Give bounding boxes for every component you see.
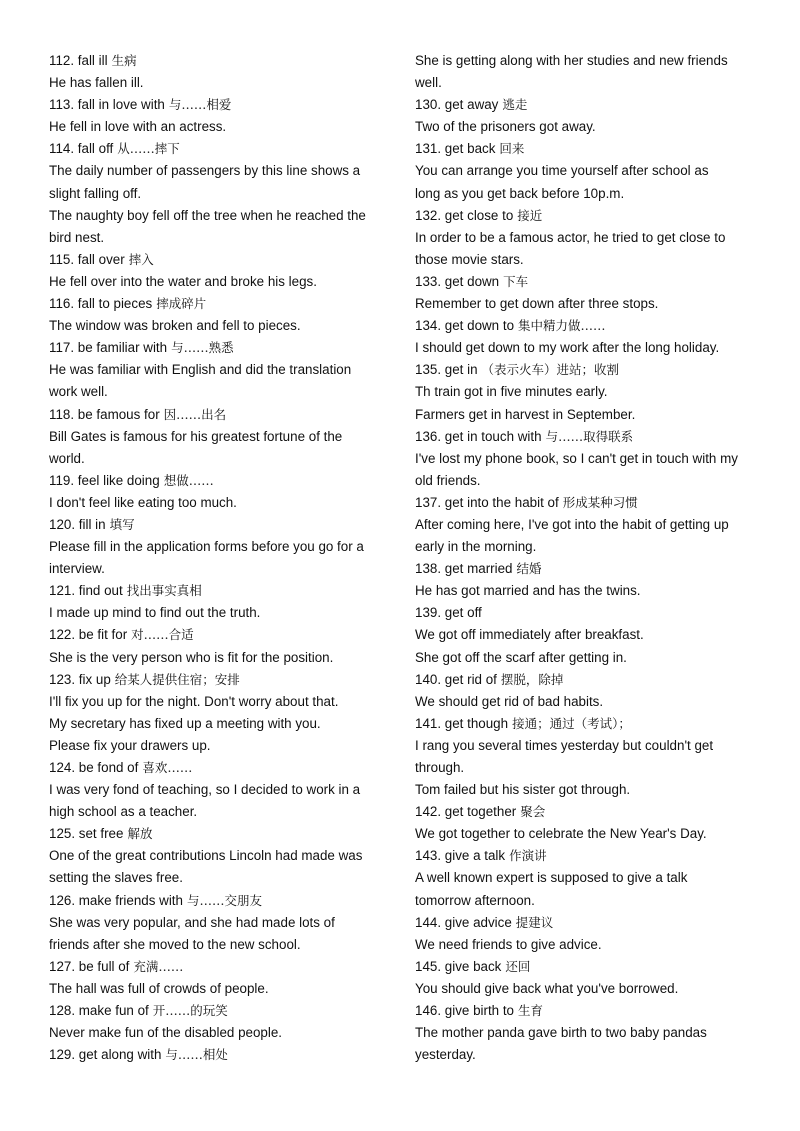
example-sentence: tomorrow afternoon. bbox=[415, 892, 535, 908]
example-sentence: We need friends to give advice. bbox=[415, 936, 602, 952]
phrase-heading bbox=[49, 94, 394, 116]
phrase-heading bbox=[49, 337, 394, 359]
example-sentence: I don't feel like eating too much. bbox=[49, 494, 237, 510]
phrase-meaning: 摆脱，除掉 bbox=[500, 671, 564, 687]
phrase-heading bbox=[49, 514, 394, 536]
phrase-heading bbox=[415, 713, 765, 735]
phrase-meaning: 回来 bbox=[499, 141, 525, 157]
example-sentence: She is the very person who is fit for the position. bbox=[49, 649, 334, 665]
phrase-term: 124. be fond of bbox=[49, 760, 139, 775]
phrase-term: 112. fall ill bbox=[49, 53, 108, 68]
phrase-heading bbox=[415, 558, 765, 580]
phrase-meaning: 与……取得联系 bbox=[545, 428, 634, 444]
example-sentence: interview. bbox=[49, 561, 105, 577]
example-sentence: high school as a teacher. bbox=[49, 804, 198, 820]
phrase-meaning: 提建议 bbox=[515, 914, 554, 930]
example-sentence: Please fill in the application forms before you go for a bbox=[49, 539, 364, 555]
phrase-meaning: 因……出名 bbox=[163, 406, 227, 422]
phrase-meaning: 形成某种习惯 bbox=[562, 494, 638, 510]
phrase-meaning: 与……相爱 bbox=[168, 97, 232, 113]
example-sentence: The window was broken and fell to pieces. bbox=[49, 318, 301, 334]
phrase-heading bbox=[49, 470, 394, 492]
phrase-meaning: 逃走 bbox=[502, 97, 528, 113]
phrase-meaning: 与……相处 bbox=[165, 1047, 228, 1063]
example-sentence: He fell in love with an actress. bbox=[49, 119, 227, 135]
example-sentence: We should get rid of bad habits. bbox=[415, 693, 604, 709]
phrase-heading bbox=[415, 138, 765, 160]
example-sentence: The naughty boy fell off the tree when he reached the bbox=[49, 207, 366, 223]
phrase-meaning: 想做…… bbox=[163, 472, 214, 488]
phrase-meaning: 摔成碎片 bbox=[156, 296, 207, 312]
phrase-heading bbox=[49, 757, 394, 779]
example-sentence: You can arrange you time yourself after school as bbox=[415, 163, 709, 179]
example-sentence: bird nest. bbox=[49, 229, 105, 245]
example-sentence: world. bbox=[49, 450, 85, 466]
example-sentence: He was familiar with English and did the translation bbox=[49, 362, 352, 378]
example-sentence: She is getting along with her studies and new friends bbox=[415, 53, 728, 68]
example-sentence: I've lost my phone book, so I can't get in touch with my bbox=[415, 450, 738, 466]
example-sentence: friends after she moved to the new school. bbox=[49, 936, 301, 952]
phrase-heading bbox=[49, 1000, 394, 1022]
example-sentence: Never make fun of the disabled people. bbox=[49, 1025, 282, 1041]
example-sentence: She was very popular, and she had made lots of bbox=[49, 914, 335, 930]
phrase-term: 114. fall off bbox=[49, 141, 114, 157]
example-sentence: Two of the prisoners got away. bbox=[415, 119, 596, 135]
phrase-term: 133. get down bbox=[415, 273, 500, 289]
phrase-heading bbox=[415, 315, 765, 337]
example-sentence: Th train got in five minutes early. bbox=[415, 384, 608, 400]
phrase-heading bbox=[49, 669, 394, 691]
phrase-meaning: 接通；通过（考试）； bbox=[512, 715, 631, 731]
phrase-meaning: 给某人提供住宿；安排 bbox=[114, 671, 240, 687]
phrase-meaning: 集中精力做…… bbox=[518, 318, 606, 334]
phrase-heading bbox=[49, 624, 394, 646]
phrase-term: 115. fall over bbox=[49, 251, 125, 267]
phrase-heading bbox=[49, 956, 394, 978]
phrase-meaning: 从……摔下 bbox=[117, 141, 180, 157]
phrase-heading bbox=[415, 912, 765, 934]
phrase-meaning: 作演讲 bbox=[509, 848, 547, 864]
example-sentence: yesterday. bbox=[415, 1047, 476, 1063]
phrase-heading bbox=[415, 271, 765, 293]
phrase-meaning: 喜欢…… bbox=[142, 760, 193, 775]
phrase-term: 129. get along with bbox=[49, 1047, 162, 1063]
phrase-heading bbox=[49, 890, 394, 912]
example-sentence: I should get down to my work after the long holiday. bbox=[415, 340, 720, 356]
phrase-term: 125. set free bbox=[49, 826, 124, 842]
example-sentence: I was very fond of teaching, so I decided to work in a bbox=[49, 782, 361, 798]
phrase-heading bbox=[49, 50, 394, 72]
phrase-heading bbox=[49, 404, 394, 426]
phrase-meaning: 对……合适 bbox=[131, 627, 194, 643]
example-sentence: In order to be a famous actor, he tried to get close to bbox=[415, 229, 726, 245]
phrase-term: 146. give birth to bbox=[415, 1003, 515, 1019]
example-sentence: We got off immediately after breakfast. bbox=[415, 627, 644, 643]
example-sentence: One of the great contributions Lincoln had made was bbox=[49, 848, 363, 864]
example-sentence: A well known expert is supposed to give a talk bbox=[415, 870, 688, 886]
example-sentence: work well. bbox=[49, 384, 108, 400]
example-sentence: We got together to celebrate the New Year's Day. bbox=[415, 826, 707, 842]
phrase-term: 118. be famous for bbox=[49, 406, 160, 422]
phrase-term: 113. fall in love with bbox=[49, 97, 165, 113]
left-column bbox=[49, 50, 394, 1066]
phrase-term: 117. be familiar with bbox=[49, 340, 168, 356]
phrase-meaning: 生育 bbox=[518, 1003, 544, 1019]
phrase-meaning: 还回 bbox=[505, 958, 531, 974]
phrase-meaning: 与……交朋友 bbox=[186, 892, 262, 908]
example-sentence: You should give back what you've borrowed. bbox=[415, 980, 679, 996]
phrase-term: 126. make friends with bbox=[49, 892, 183, 908]
example-sentence: The hall was full of crowds of people. bbox=[49, 980, 269, 996]
example-sentence: My secretary has fixed up a meeting with you. bbox=[49, 715, 321, 731]
phrase-term: 142. get together bbox=[415, 804, 517, 820]
phrase-term: 121. find out bbox=[49, 583, 123, 599]
phrase-term: 137. get into the habit of bbox=[415, 494, 559, 510]
phrase-term: 135. get in bbox=[415, 362, 478, 378]
phrase-heading bbox=[49, 1044, 394, 1066]
example-sentence: He fell over into the water and broke his legs. bbox=[49, 273, 317, 289]
example-sentence: The mother panda gave birth to two baby pandas bbox=[415, 1025, 707, 1041]
phrase-term: 123. fix up bbox=[49, 671, 111, 687]
phrase-term: 138. get married bbox=[415, 561, 513, 577]
phrase-heading bbox=[49, 580, 394, 602]
phrase-meaning: 解放 bbox=[127, 826, 153, 842]
phrase-meaning: 生病 bbox=[111, 53, 137, 68]
example-sentence: Tom failed but his sister got through. bbox=[415, 782, 631, 798]
phrase-heading bbox=[415, 602, 765, 624]
phrase-term: 132. get close to bbox=[415, 207, 514, 223]
phrase-meaning: 与……熟悉 bbox=[171, 340, 234, 356]
phrase-term: 136. get in touch with bbox=[415, 428, 542, 444]
phrase-heading bbox=[415, 426, 765, 448]
phrase-meaning: 接近 bbox=[517, 207, 543, 223]
phrase-term: 141. get though bbox=[415, 715, 509, 731]
phrase-term: 127. be full of bbox=[49, 958, 130, 974]
example-sentence: Please fix your drawers up. bbox=[49, 737, 211, 753]
example-sentence: He has fallen ill. bbox=[49, 75, 144, 91]
example-sentence: Bill Gates is famous for his greatest fortune of the bbox=[49, 428, 343, 444]
right-column bbox=[415, 50, 765, 1066]
phrase-meaning: 充满…… bbox=[133, 958, 184, 974]
example-sentence: The daily number of passengers by this line shows a bbox=[49, 163, 361, 179]
example-sentence: Farmers get in harvest in September. bbox=[415, 406, 636, 422]
phrase-term: 134. get down to bbox=[415, 318, 515, 334]
example-sentence: Remember to get down after three stops. bbox=[415, 296, 659, 312]
phrase-heading bbox=[49, 249, 394, 271]
example-sentence: well. bbox=[415, 75, 442, 91]
phrase-meaning: 填写 bbox=[109, 516, 135, 532]
phrase-term: 128. make fun of bbox=[49, 1003, 149, 1019]
phrase-heading bbox=[415, 801, 765, 823]
phrase-heading bbox=[415, 845, 765, 867]
phrase-heading bbox=[415, 492, 765, 514]
phrase-meaning: 聚会 bbox=[520, 804, 546, 820]
phrase-meaning: （表示火车）进站；收割 bbox=[481, 362, 620, 378]
example-sentence: I rang you several times yesterday but couldn't get bbox=[415, 737, 714, 753]
phrase-term: 140. get rid of bbox=[415, 671, 497, 687]
phrase-meaning: 摔入 bbox=[128, 251, 154, 267]
example-sentence: through. bbox=[415, 760, 465, 775]
phrase-heading bbox=[415, 669, 765, 691]
phrase-term: 130. get away bbox=[415, 97, 499, 113]
example-sentence: I made up mind to find out the truth. bbox=[49, 605, 261, 621]
example-sentence: After coming here, I've got into the habit of getting up bbox=[415, 516, 729, 532]
phrase-heading bbox=[49, 138, 394, 160]
example-sentence: those movie stars. bbox=[415, 251, 524, 267]
phrase-term: 116. fall to pieces bbox=[49, 296, 153, 312]
phrase-term: 144. give advice bbox=[415, 914, 512, 930]
phrase-heading bbox=[415, 1000, 765, 1022]
phrase-term: 122. be fit for bbox=[49, 627, 128, 643]
phrase-heading bbox=[415, 359, 765, 381]
phrase-term: 143. give a talk bbox=[415, 848, 506, 864]
example-sentence: He has got married and has the twins. bbox=[415, 583, 641, 599]
phrase-heading bbox=[49, 293, 394, 315]
example-sentence: She got off the scarf after getting in. bbox=[415, 649, 627, 665]
example-sentence: I'll fix you up for the night. Don't worry about that. bbox=[49, 693, 339, 709]
phrase-heading bbox=[415, 956, 765, 978]
example-sentence: setting the slaves free. bbox=[49, 870, 183, 886]
example-sentence: old friends. bbox=[415, 472, 481, 488]
phrase-heading bbox=[415, 205, 765, 227]
example-sentence: slight falling off. bbox=[49, 185, 142, 201]
phrase-term: 119. feel like doing bbox=[49, 472, 160, 488]
example-sentence: long as you get back before 10p.m. bbox=[415, 185, 625, 201]
phrase-meaning: 找出事实真相 bbox=[126, 583, 202, 599]
phrase-term: 120. fill in bbox=[49, 516, 106, 532]
phrase-meaning: 开……的玩笑 bbox=[152, 1003, 228, 1019]
phrase-term: 131. get back bbox=[415, 141, 496, 157]
phrase-meaning: 下车 bbox=[503, 273, 529, 289]
example-sentence: early in the morning. bbox=[415, 539, 537, 555]
phrase-heading bbox=[49, 823, 394, 845]
phrase-term: 139. get off bbox=[415, 605, 482, 621]
phrase-term: 145. give back bbox=[415, 958, 502, 974]
phrase-heading bbox=[415, 94, 765, 116]
phrase-meaning: 结婚 bbox=[516, 561, 542, 577]
